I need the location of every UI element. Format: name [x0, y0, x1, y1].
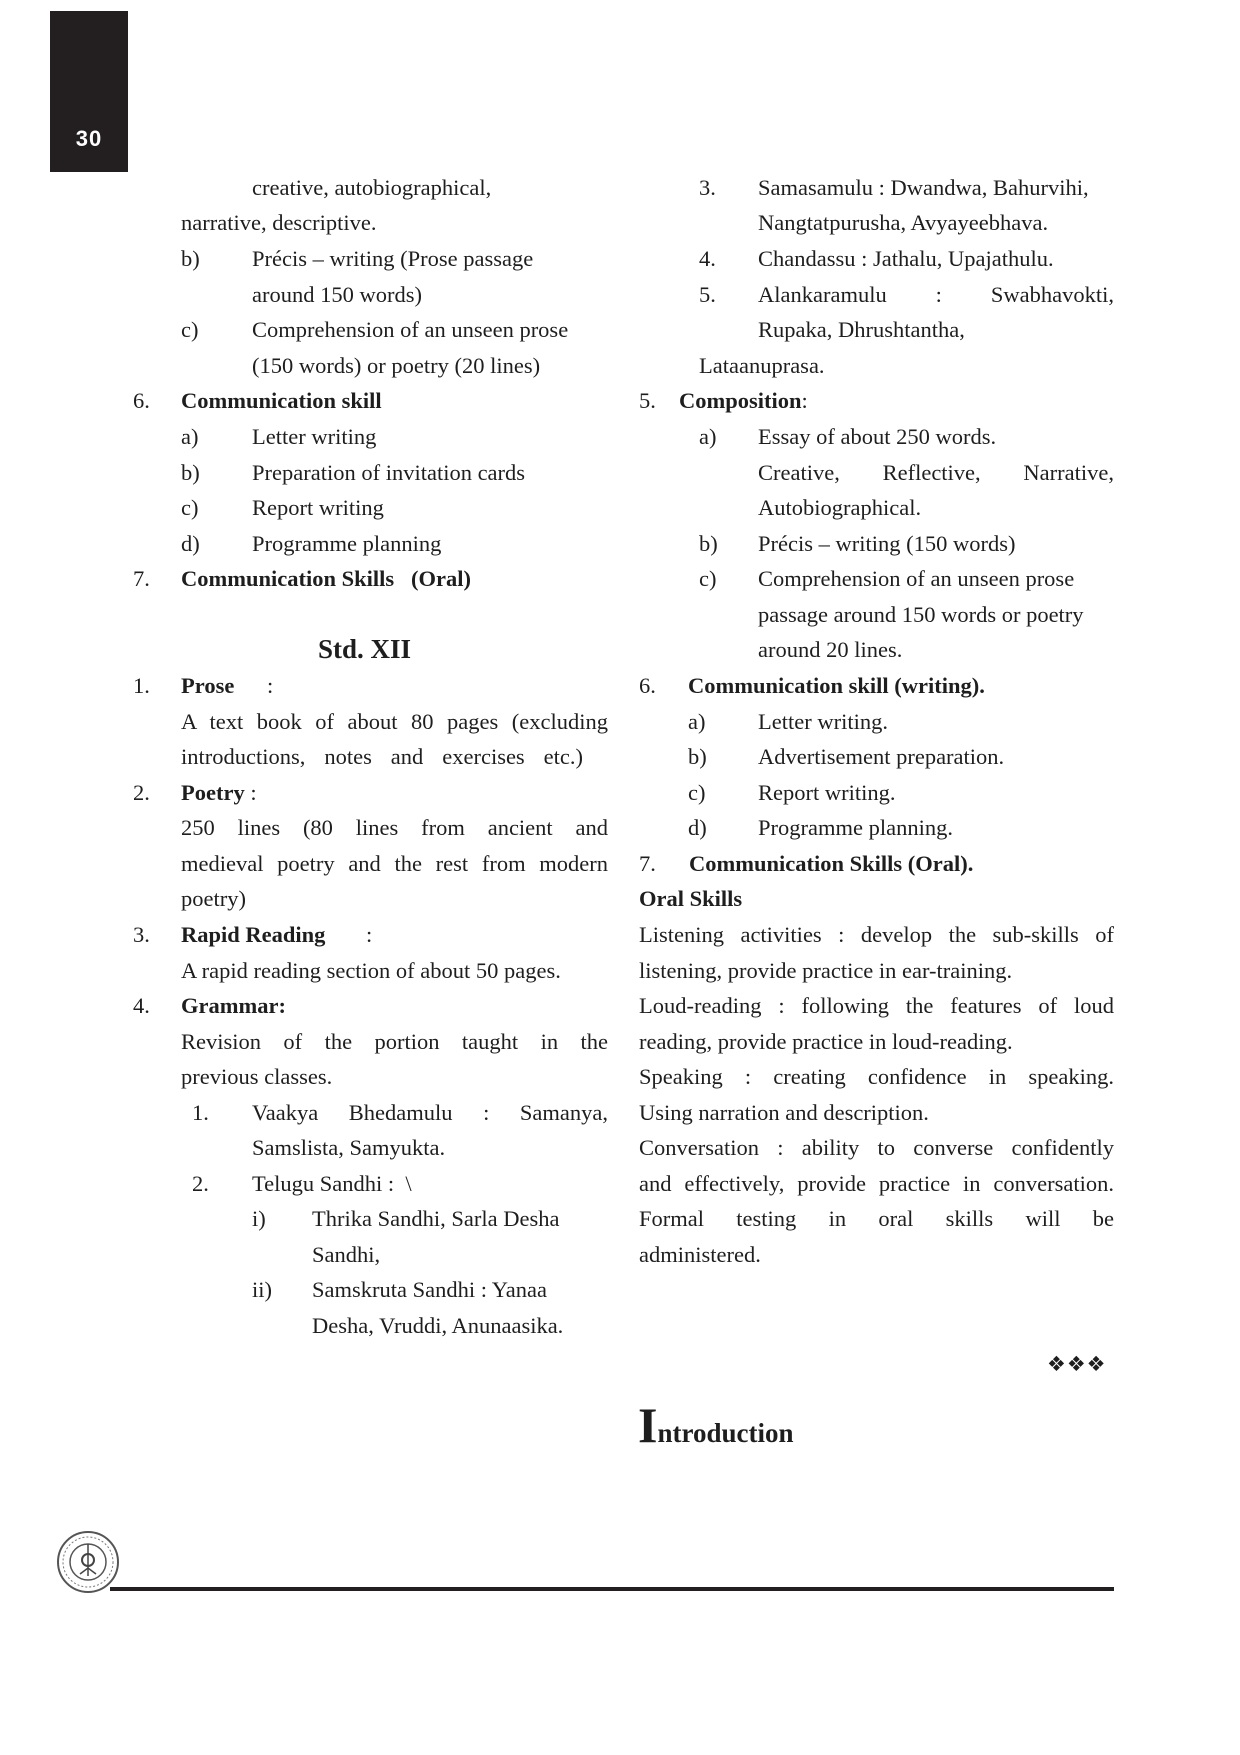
- grammar-text-1: Revision of the portion taught in the: [181, 1029, 608, 1054]
- writing-section-number: 6.: [639, 673, 656, 698]
- rapid-reading-title: Rapid Reading: [181, 922, 326, 947]
- oral-line-6: Using narration and description.: [639, 1100, 929, 1125]
- introduction-heading-rest: ntroduction: [657, 1418, 794, 1448]
- roman-marker-i: i): [252, 1206, 266, 1231]
- list-marker-b: b): [181, 246, 200, 271]
- poetry-text-2: medieval poetry and the rest from modern: [181, 851, 608, 876]
- composition-title: Composition: [679, 388, 802, 413]
- seal-emblem-icon: [56, 1530, 120, 1594]
- oral-section-title: Communication Skills (Oral).: [689, 851, 974, 876]
- writing-marker-b: b): [688, 744, 707, 769]
- s6-marker-d: d): [181, 531, 200, 556]
- section-end-ornament: ❖❖❖: [1047, 1352, 1107, 1376]
- grammar-title: Grammar:: [181, 993, 286, 1018]
- writing-marker-d: d): [688, 815, 707, 840]
- roman-item-1-text-2: Sandhi,: [312, 1242, 381, 1267]
- grammar-item-2-number: 2.: [192, 1171, 209, 1196]
- rapid-reading-text: A rapid reading section of about 50 pages.: [181, 958, 561, 983]
- comprehension-text-1: Comprehension of an unseen prose: [252, 317, 569, 342]
- oral-line-8: and effectively, provide practice in conversation.: [639, 1171, 1114, 1196]
- alankaramulu-text-1: Alankaramulu : Swabhavokti,: [758, 282, 1114, 307]
- roman-item-2-text-2: Desha, Vruddi, Anunaasika.: [312, 1313, 564, 1338]
- oral-skills-heading: Oral Skills: [639, 886, 743, 911]
- poetry-text-1: 250 lines (80 lines from ancient and: [181, 815, 608, 840]
- prose-number: 1.: [133, 673, 150, 698]
- samasamulu-text-1: Samasamulu : Dwandwa, Bahurvihi,: [758, 175, 1089, 200]
- grammar-item-1-text-1: Vaakya Bhedamulu : Samanya,: [252, 1100, 608, 1125]
- page-number: 30: [75, 126, 103, 151]
- s6-marker-a: a): [181, 424, 199, 449]
- composition-heading: [679, 386, 808, 416]
- section-7-number: 7.: [133, 566, 150, 591]
- alankaramulu-text-2: Rupaka, Dhrushtantha,: [758, 317, 965, 342]
- oral-line-10: administered.: [639, 1242, 761, 1267]
- prose-title: Prose: [181, 673, 235, 698]
- s6-item-d: Programme planning: [252, 531, 442, 556]
- left-line-1: creative, autobiographical,: [252, 175, 492, 200]
- poetry-heading: [181, 778, 257, 808]
- std-xii-heading: Std. XII: [318, 634, 412, 664]
- roman-marker-ii: ii): [252, 1277, 272, 1302]
- section-6-number: 6.: [133, 388, 150, 413]
- s6-marker-b: b): [181, 460, 200, 485]
- writing-item-a: Letter writing.: [758, 709, 888, 734]
- poetry-separator: :: [244, 780, 257, 805]
- list-marker-c: c): [181, 317, 199, 342]
- composition-number: 5.: [639, 388, 656, 413]
- s6-item-b: Preparation of invitation cards: [252, 460, 526, 485]
- s6-item-a: Letter writing: [252, 424, 377, 449]
- page-number-tab: [50, 11, 128, 172]
- grammar-number: 4.: [133, 993, 150, 1018]
- comprehension-text-2: (150 words) or poetry (20 lines): [252, 353, 541, 378]
- oral-section-number: 7.: [639, 851, 656, 876]
- writing-section-title: Communication skill (writing).: [688, 673, 985, 698]
- essay-text-1: Essay of about 250 words.: [758, 424, 997, 449]
- composition-marker-c: c): [699, 566, 717, 591]
- prose-text-2: introductions, notes and exercises etc.): [181, 744, 583, 769]
- grammar-text-2: previous classes.: [181, 1064, 333, 1089]
- writing-marker-c: c): [688, 780, 706, 805]
- footer-rule: [110, 1587, 1114, 1591]
- chandassu-text: Chandassu : Jathalu, Upajathulu.: [758, 246, 1054, 271]
- poetry-text-3: poetry): [181, 886, 246, 911]
- essay-text-2: Creative, Reflective, Narrative,: [758, 460, 1114, 485]
- alankaramulu-number: 5.: [699, 282, 716, 307]
- oral-line-7: Conversation : ability to converse confidently: [639, 1135, 1114, 1160]
- grammar-item-1-text-2: Samslista, Samyukta.: [252, 1135, 446, 1160]
- introduction-heading: [638, 1398, 794, 1465]
- unseen-prose-text-1: Comprehension of an unseen prose: [758, 566, 1075, 591]
- prose-text-1: A text book of about 80 pages (excluding: [181, 709, 608, 734]
- s6-item-c: Report writing: [252, 495, 384, 520]
- left-line-2: narrative, descriptive.: [181, 210, 377, 235]
- oral-line-3: Loud-reading : following the features of loud: [639, 993, 1114, 1018]
- introduction-drop-cap: I: [638, 1397, 658, 1453]
- poetry-title: Poetry: [181, 780, 245, 805]
- oral-line-1: Listening activities : develop the sub-skills of: [639, 922, 1114, 947]
- poetry-number: 2.: [133, 780, 150, 805]
- unseen-prose-text-3: around 20 lines.: [758, 637, 903, 662]
- writing-item-c: Report writing.: [758, 780, 896, 805]
- unseen-prose-text-2: passage around 150 words or poetry: [758, 602, 1084, 627]
- writing-item-b: Advertisement preparation.: [758, 744, 1005, 769]
- prose-separator: :: [267, 673, 274, 698]
- section-6-title: Communication skill: [181, 388, 382, 413]
- composition-marker-b: b): [699, 531, 718, 556]
- writing-marker-a: a): [688, 709, 706, 734]
- roman-item-2-text-1: Samskruta Sandhi : Yanaa: [312, 1277, 547, 1302]
- grammar-item-1-number: 1.: [192, 1100, 209, 1125]
- roman-item-1-text-1: Thrika Sandhi, Sarla Desha: [312, 1206, 560, 1231]
- samasamulu-text-2: Nangtatpurusha, Avyayeebhava.: [758, 210, 1049, 235]
- grammar-item-2-text: Telugu Sandhi : \: [252, 1171, 412, 1196]
- composition-separator: :: [801, 388, 808, 413]
- chandassu-number: 4.: [699, 246, 716, 271]
- composition-marker-a: a): [699, 424, 717, 449]
- rapid-reading-number: 3.: [133, 922, 150, 947]
- oral-line-5: Speaking : creating confidence in speaking.: [639, 1064, 1114, 1089]
- section-7-title: Communication Skills (Oral): [181, 566, 472, 591]
- samasamulu-number: 3.: [699, 175, 716, 200]
- precis-text-1: Précis – writing (Prose passage: [252, 246, 534, 271]
- writing-item-d: Programme planning.: [758, 815, 953, 840]
- oral-line-9: Formal testing in oral skills will be: [639, 1206, 1114, 1231]
- oral-line-2: listening, provide practice in ear-training.: [639, 958, 1013, 983]
- precis-150-text: Précis – writing (150 words): [758, 531, 1016, 556]
- rapid-reading-separator: :: [366, 922, 373, 947]
- precis-text-2: around 150 words): [252, 282, 422, 307]
- essay-text-3: Autobiographical.: [758, 495, 922, 520]
- alankaramulu-text-3: Lataanuprasa.: [699, 353, 825, 378]
- oral-line-4: reading, provide practice in loud-reading.: [639, 1029, 1013, 1054]
- s6-marker-c: c): [181, 495, 199, 520]
